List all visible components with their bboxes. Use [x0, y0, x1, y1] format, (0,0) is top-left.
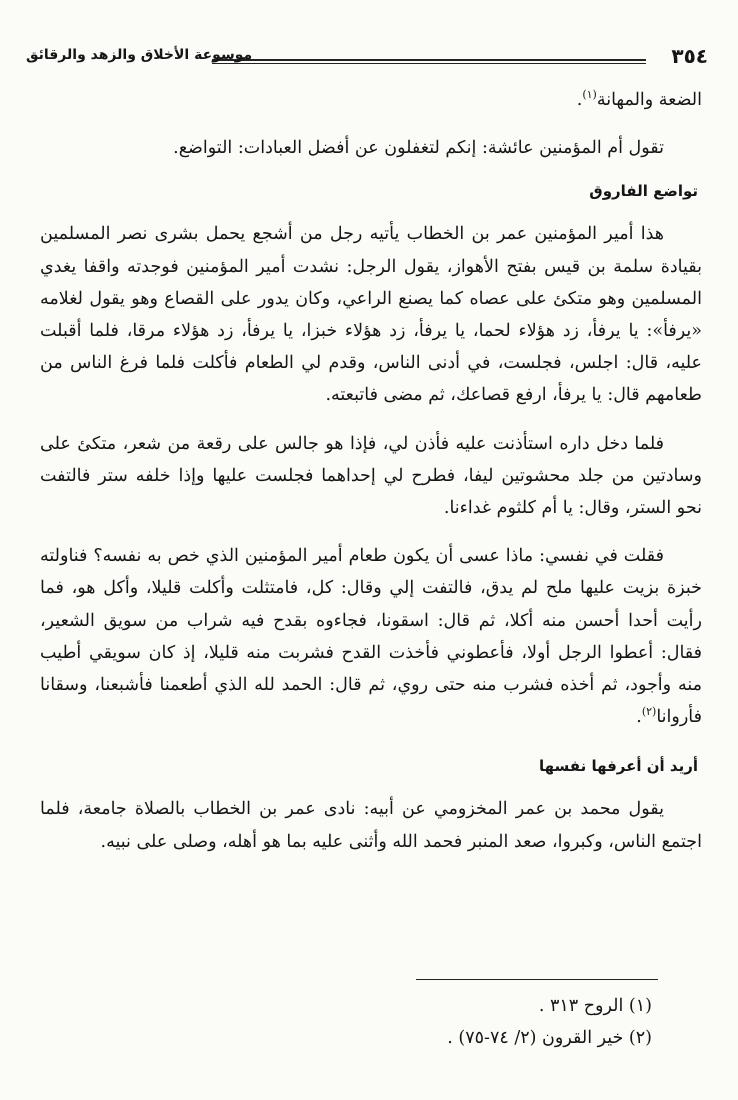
- footnote-ref-2[interactable]: (٢): [641, 705, 657, 719]
- heading-know-herself: أريد أن أعرفها نفسها: [539, 757, 698, 776]
- paragraph-5-text: فقلت في نفسي: ماذا عسى أن يكون طعام أمير المؤمنين الذي خص به نفسه؟ فناولته خبزة بزيت عليها ملح لم يدق، فالتفت إلي وقال: كل، فامتثلت وأكلت قليلا، وأكل هو، فما رأيت أحدا أحسن منه أكلا، ثم قال: اسقونا، فجاءوه بقدح فيه شراب من سويق الشعير، فقال: أعطوا الرجل أولا، فأعطوني فأخذت القدح فشربت منه قليلا، إذ كان سويقي أطيب منه وأجود، ثم أخذه فشرب منه حتى روي، ثم قال: الحمد لله الذي أطعمنا فأشبعنا، وسقانا فأروانا: [40, 546, 702, 728]
- header-rule: [212, 59, 646, 64]
- book-title: موسوعة الأخلاق والزهد والرقائق: [26, 47, 253, 63]
- paragraph-2: تقول أم المؤمنين عائشة: إنكم لتغفلون عن أفضل العبادات: التواضع.: [173, 138, 664, 159]
- paragraph-6: يقول محمد بن عمر المخزومي عن أبيه: نادى عمر بن الخطاب بالصلاة جامعة، فلما اجتمع الناس، وكبروا، صعد المنبر فحمد الله وأثنى عليه بما هو أهله، وصلى على نبيه.: [40, 799, 702, 852]
- paragraph-4: فلما دخل داره استأذنت عليه فأذن لي، فإذا هو جالس على رقعة من شعر، متكئ على وسادتين من جلد محشوتين ليفا، فطرح لي إحداهما فجلست عليها وإذا خلفه ستر فالتفت نحو الستر، وقال: يا أم كلثوم غداءنا.: [40, 433, 702, 519]
- footnote-1: (١) الروح ٣١٣ .: [538, 996, 652, 1016]
- footnote-2: (٢) خير القرون (٢/ ٧٤-٧٥) .: [447, 1028, 652, 1049]
- footnote-ref-1[interactable]: (١): [582, 88, 597, 102]
- footnote-rule: [416, 979, 658, 980]
- paragraph-1: الضعة والمهانة$^{(١)}$.: [576, 88, 702, 110]
- running-header: [22, 44, 724, 74]
- heading-farooq-humility: تواضع الفاروق: [589, 182, 698, 201]
- paragraph-5: [40, 540, 702, 733]
- page-number: ٣٥٤: [671, 44, 708, 68]
- body-text: [40, 84, 702, 858]
- paragraph-5-end: .: [636, 707, 642, 728]
- paragraph-3: هذا أمير المؤمنين عمر بن الخطاب يأتيه رجل من أشجع يحمل بشرى نصر المسلمين بقيادة سلمة بن قيس بفتح الأهواز، يقول الرجل: نشدت أمير المؤمنين فوجدته واقفا يغدي المسلمين وهو متكئ على عصاه كما يصنع الراعي، وكان يدور على القصاع وهو يقول لغلامه «يرفأ»: يا يرفأ، زد هؤلاء لحما، يا يرفأ، زد هؤلاء خبزا، يا يرفأ، زد هؤلاء مرقا، فلما أقبلت عليه، قال: اجلس، فجلست، في أدنى الناس، وقدم لي الطعام فأكلت فلما فرغ الناس من طعامهم قال: يا يرفأ، ارفع قصاعك، ثم مضى فاتبعته.: [40, 224, 702, 406]
- footnotes: [252, 990, 652, 1054]
- paragraph-1-text: الضعة والمهانة: [596, 90, 702, 110]
